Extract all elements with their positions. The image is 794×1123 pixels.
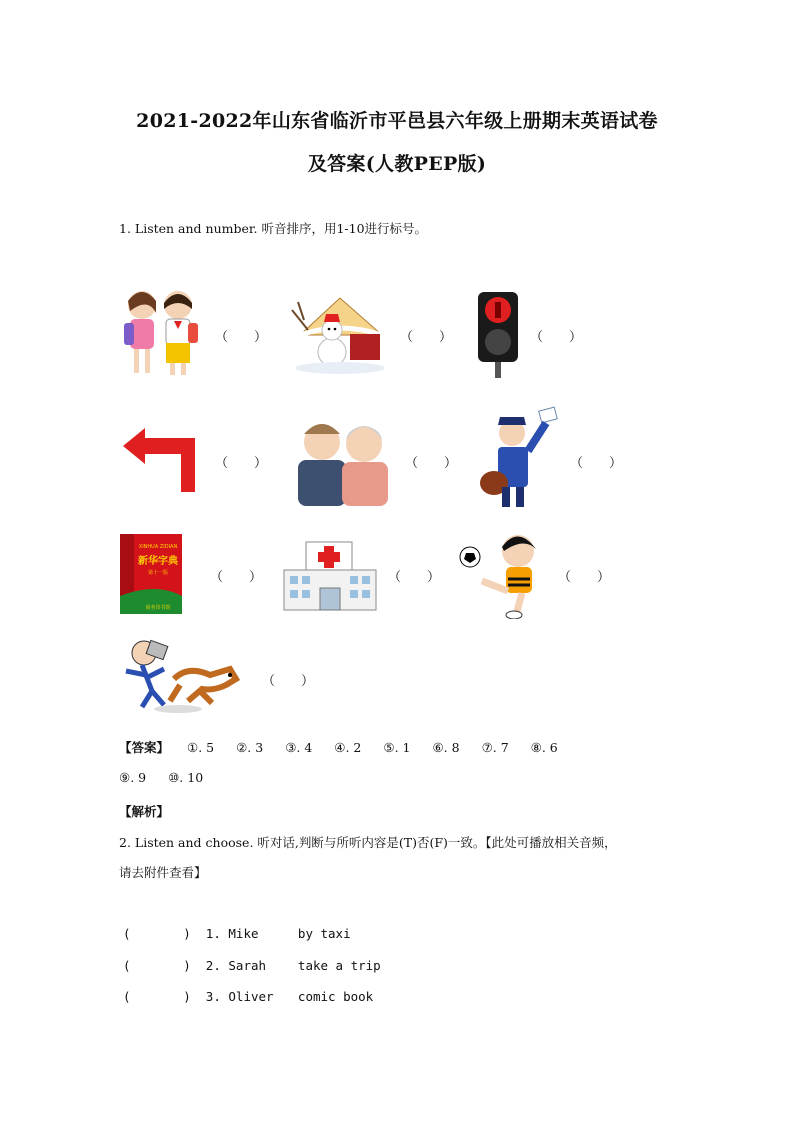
traffic-light-picture [476,290,520,380]
answer-item: ③. 4 [285,740,313,755]
doc-title-line2: 及答案(人教PEP版) [307,153,487,175]
snowman-body [318,338,346,366]
q2-phrase: comic book [297,989,374,1004]
children-walking-picture [118,283,204,383]
mailbox [350,334,380,360]
paren-2[interactable]: （ ） [400,330,453,345]
analysis-label: 【解析】 [119,804,170,819]
answer-item: ⑤. 1 [383,740,411,755]
grandma-coat [342,462,388,506]
red-cross [318,552,340,562]
doc-title-line1: 2021-2022年山东省临沂市平邑县六年级上册期末英语试卷 [136,110,658,132]
paren-4[interactable]: （ ） [215,456,268,471]
q2-num: 1. [205,926,221,941]
paren-5[interactable]: （ ） [405,456,458,471]
answer-item: ②. 3 [236,740,264,755]
postman-cap [498,417,526,425]
hospital-picture [282,540,378,612]
book-title: 新华字典 [138,556,178,567]
q2-answer-paren[interactable]: ( ) [123,926,191,941]
postman-picture [476,405,558,513]
book-publisher: 商务印书馆 [145,605,171,611]
arrow-shape [123,428,195,492]
grandparents-picture [290,410,396,508]
q2-answer-paren[interactable]: ( ) [123,989,191,1004]
book-pinyin: XINHUA ZIDIAN [138,544,178,550]
dog-body [170,669,236,703]
book-edition: 第十一版 [147,570,169,576]
q2-num: 3. [205,989,221,1004]
q2-phrase: take a trip [297,958,381,973]
paren-7[interactable]: （ ） [210,570,263,585]
turn-left-arrow-picture [123,428,203,494]
answer-item: ⑦. 7 [481,740,509,755]
answer-row-1 [119,738,576,756]
dog-chasing-man-picture [118,635,246,715]
q2-name: Mike [228,926,259,941]
q2-row-1 [123,926,351,941]
answer-item: ④. 2 [334,740,362,755]
snowman-house-picture [290,290,390,375]
paren-1[interactable]: （ ） [215,330,268,345]
letter [539,407,558,423]
answer-item: ⑨. 9 [119,770,147,785]
answer-item: ⑧. 6 [530,740,558,755]
girl-bag [124,323,134,345]
paren-8[interactable]: （ ） [388,570,441,585]
q2-phrase: by taxi [297,926,351,941]
q2-row-3 [123,989,373,1004]
boy-shorts [166,343,190,363]
q2-num: 2. [205,958,221,973]
q2-prompt-line1: 2. Listen and choose. 听对话,判断与所听内容是(T)否(F)一致。【此处可播放相关音频， [119,835,617,850]
q2-name: Oliver [228,989,274,1004]
boy-football-picture [458,527,548,619]
paren-10[interactable]: （ ） [262,674,315,689]
man-body [126,665,164,707]
answer-row-2 [119,770,221,785]
answer-item: ⑥. 8 [432,740,460,755]
paren-3[interactable]: （ ） [530,330,583,345]
grandpa-coat [298,460,346,506]
off-light [485,329,511,355]
paren-9[interactable]: （ ） [558,570,611,585]
q2-row-2 [123,958,381,973]
dictionary-picture [120,530,192,616]
q2-prompt-line2: 请去附件查看】 [119,865,207,880]
answer-item: ⑩. 10 [168,770,204,785]
q2-name: Sarah [228,958,267,973]
hospital-door [320,588,340,610]
answer-label: 【答案】 [119,740,170,755]
kicking-leg [482,581,508,591]
q2-answer-paren[interactable]: ( ) [123,958,191,973]
snowman-head [322,320,342,340]
paren-6[interactable]: （ ） [570,456,623,471]
answer-item: ①. 5 [187,740,215,755]
q1-prompt: 1. Listen and number. 听音排序，用1-10进行标号。 [119,221,428,236]
